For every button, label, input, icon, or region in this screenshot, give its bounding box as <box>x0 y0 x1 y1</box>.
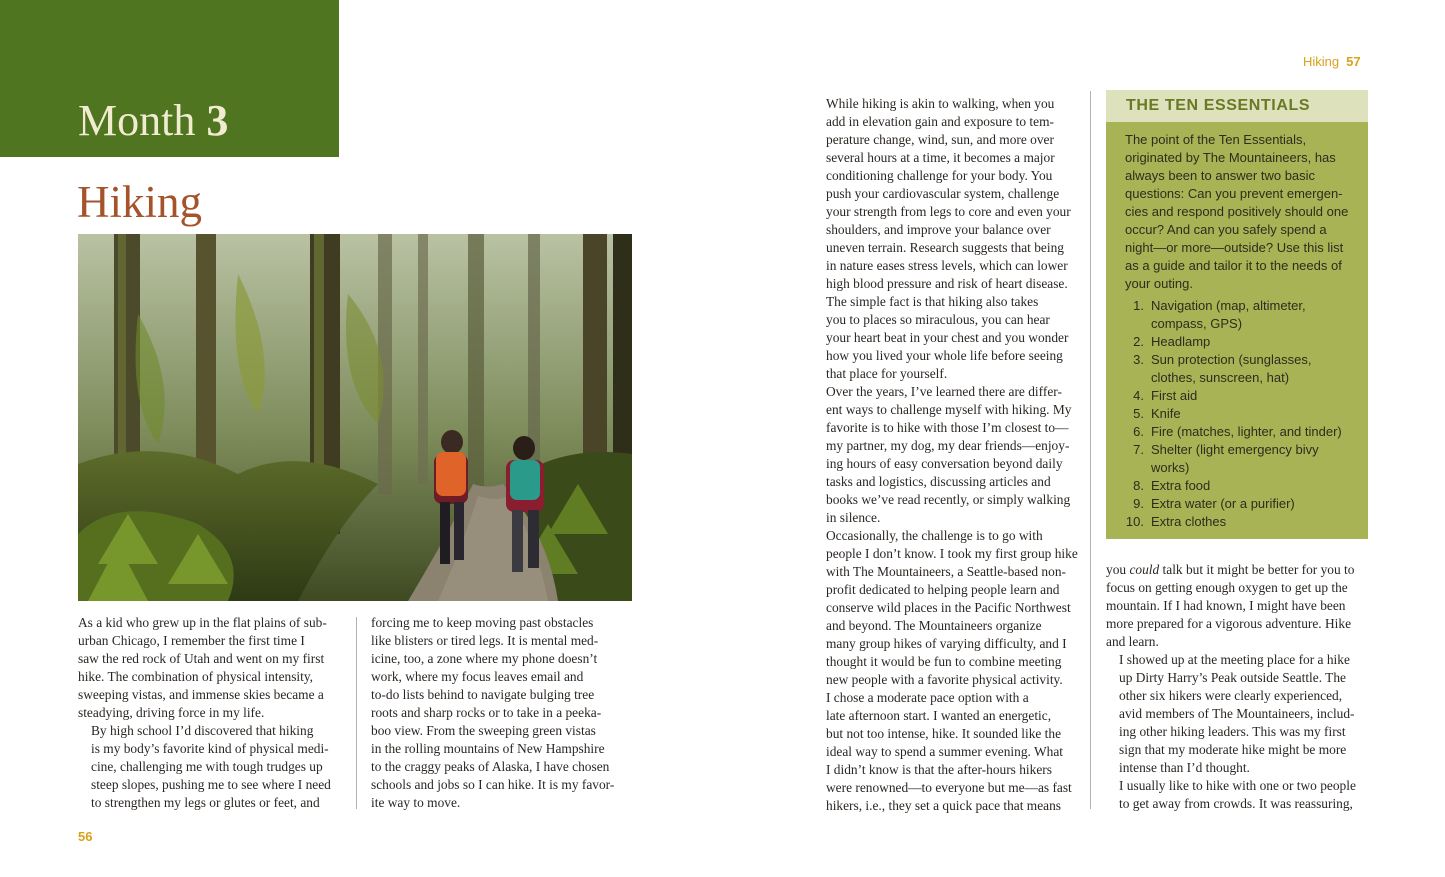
month-label <box>78 96 228 146</box>
ten-essentials-sidebar <box>1106 90 1368 539</box>
chapter-title: Hiking <box>77 177 203 227</box>
sidebar-body <box>1125 131 1365 531</box>
paragraph: I chose a moderate pace option with a late afternoon start. I wanted an energetic, but not too intense, hike. It sounded like the ideal way to spend a summer evening. What I didn’t know is that the after-hours hikers were renowned—to everyone but me—as fast hikers, i.e., they set a quick pace that means <box>826 690 1072 813</box>
paragraph: The simple fact is that hiking also takes you to places so miraculous, you can hear your heart beat in your chest and you wonder how you lived your whole life before seeing that place for yourself. <box>826 294 1069 381</box>
column-divider <box>356 617 357 809</box>
month-word: Month <box>78 96 196 145</box>
page-number-left: 56 <box>78 829 93 844</box>
body-column-3 <box>813 95 1079 815</box>
month-number: 3 <box>206 96 229 145</box>
paragraph: Over the years, I’ve learned there are differ- ent ways to challenge myself with hiking. My favorite is to hike with those I’m closest to— my partner, my dog, my dear friends—enjoy- ing hours of easy conversation beyond daily tasks and logistics, discussing articles and books we’ve read recently, or simply walking in silence. <box>826 384 1072 525</box>
paragraph: Occasionally, the challenge is to go with people I don’t know. I took my first group hike with The Mountaineers, a Seattle-based non- profit dedicated to helping people learn and conserve wild places in the Pacific Northwest and beyond. The Mountaineers organize many group hikes of varying difficulty, and I thought it would be fun to combine meeting new people with a favorite physical activity. <box>826 528 1078 687</box>
list-item: 7. Shelter (light emergency bivy works) <box>1133 442 1319 475</box>
column-divider <box>1090 91 1091 809</box>
body-column-1 <box>78 614 346 812</box>
hikers-forest-photo <box>78 234 632 601</box>
sidebar-header <box>1106 90 1368 122</box>
list-item: 1. Navigation (map, altimeter, compass, GPS) <box>1133 298 1306 331</box>
page-number-right: 57 <box>1346 54 1361 69</box>
sidebar-title: THE TEN ESSENTIALS <box>1126 97 1311 114</box>
paragraph: By high school I’d discovered that hiking is my body’s favorite kind of physical medi- cine, challenging me with tough trudges up steep slopes, pushing me to see where I need to strengthen my legs or glutes or feet, and <box>91 723 331 810</box>
sidebar-intro: The point of the Ten Essentials, originated by The Mountaineers, has always been to answer two basic questions: Can you prevent emergen- cies and respond positively should one occur? And can you safely spend a night—or more—outside? Use this list as a guide and tailor it to the needs of your outing. <box>1125 132 1349 291</box>
body-column-2 <box>371 614 639 812</box>
list-item: 3. Sun protection (sunglasses, clothes, sunscreen, hat) <box>1133 352 1312 385</box>
running-head <box>1303 54 1361 69</box>
list-item: 10. Extra clothes <box>1125 514 1227 529</box>
paragraph: As a kid who grew up in the flat plains of sub- urban Chicago, I remember the first time I saw the red rock of Utah and went on my first hike. The combination of physical intensity, sweeping vistas, and immense skies became a steadying, driving force in my life. <box>78 615 327 720</box>
body-column-4 <box>1106 561 1372 813</box>
list-item: 5. Knife <box>1133 406 1181 421</box>
list-item: 9. Extra water (or a purifier) <box>1133 496 1295 511</box>
paragraph: you could talk but it might be better for you to focus on getting enough oxygen to get up the mountain. If I had known, I might have been more prepared for a vigorous adventure. Hike and learn. <box>1106 562 1355 649</box>
list-item: 2. Headlamp <box>1133 334 1211 349</box>
paragraph: While hiking is akin to walking, when you add in elevation gain and exposure to tem- perature change, wind, sun, and more over several hours at a time, it becomes a major conditioning challenge for your body. You push your cardiovascular system, challenge your strength from legs to core and even your shoulders, and improve your balance over uneven terrain. Research suggests that being in nature eases stress levels, which can lower high blood pressure and risk of heart disease. <box>826 96 1071 291</box>
paragraph: I showed up at the meeting place for a hike up Dirty Harry’s Peak outside Seattle. The other six hikers were clearly experienced, avid members of The Mountaineers, includ- ing other hiking leaders. This was my first sign that my moderate hike might be more intense than I’d thought. <box>1119 652 1355 775</box>
running-head-title: Hiking <box>1303 54 1340 69</box>
paragraph: I usually like to hike with one or two people to get away from crowds. It was reassuring, <box>1119 778 1356 811</box>
list-item: 8. Extra food <box>1133 478 1211 493</box>
list-item: 4. First aid <box>1133 388 1198 403</box>
list-item: 6. Fire (matches, lighter, and tinder) <box>1133 424 1342 439</box>
essentials-list <box>1125 297 1365 531</box>
paragraph: forcing me to keep moving past obstacles like blisters or tired legs. It is mental med- icine, too, a zone where my phone doesn’t work, where my focus leaves email and to-do lists behind to navigate bulging tree roots and sharp rocks or to take in a peeka- boo view. From the sweeping green vistas in the rolling mountains of New Hampshire to the craggy peaks of Alaska, I have chosen schools and jobs so I can hike. It is my favor- ite way to move. <box>371 615 615 810</box>
